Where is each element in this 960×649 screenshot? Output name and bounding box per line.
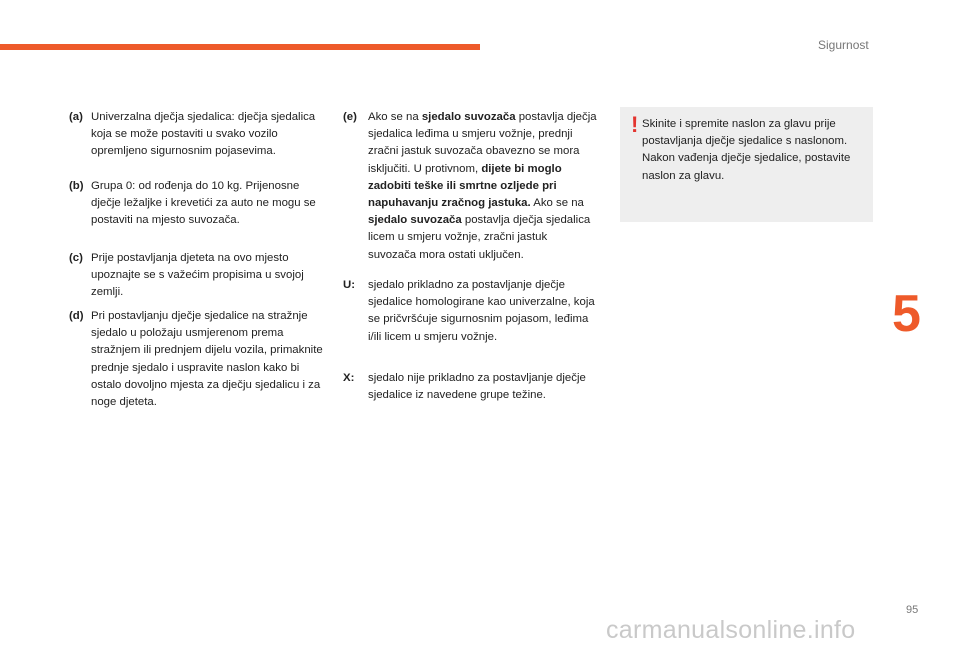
item-text: sjedalo nije prikladno za postavljanje dječje sjedalice iz navedene grupe težine. (368, 372, 586, 402)
list-item (69, 308, 331, 411)
exclamation-icon: ! (631, 112, 639, 137)
item-key: U: (343, 279, 356, 291)
item-key: (e) (343, 111, 357, 123)
list-item-airbag (343, 109, 598, 264)
item-key: (d) (69, 310, 84, 322)
text-run: postavlja dječja sjedalica leđima u smjeru vožnje, prednji zračni jastuk suvozača obavezno se mora isključiti. U protivnom, (368, 111, 597, 175)
text-run: Ako se na (530, 197, 584, 210)
item-key: (a) (69, 111, 83, 123)
item-key: X: (343, 372, 355, 384)
bold-run: sjedalo suvozača (421, 111, 516, 123)
item-text: Grupa 0: od rođenja do 10 kg. Prijenosne dječje ležaljke i krevetići za auto ne mogu se postaviti na mjesto suvozača. (91, 180, 316, 227)
warning-text: Skinite i spremite naslon za glavu prije postavljanja dječje sjedalice s naslonom. Nakon vađenja dječje sjedalice, postavite naslon za glavu. (642, 118, 851, 182)
chapter-number: 5 (892, 285, 921, 343)
bold-run: dijete bi moglo zadobiti teške ili smrtne ozljede pri napuhavanju zračnog jastuka. (368, 162, 562, 210)
list-item (69, 109, 331, 161)
watermark: carmanualsonline.info (606, 616, 856, 644)
item-text: Univerzalna dječja sjedalica: dječja sjedalica koja se može postaviti u svako vozilo opremljeno sigurnosnim pojasevima. (91, 111, 316, 158)
text-run: Ako se na (368, 111, 422, 123)
section-title: Sigurnost (818, 38, 869, 52)
page-number: 95 (906, 604, 919, 616)
warning-box (620, 107, 873, 222)
item-key: (b) (69, 180, 84, 192)
item-text: Pri postavljanju dječje sjedalice na stražnje sjedalo u položaju usmjerenom prema stražnjem ili prednjem dijelu vozila, primaknite prednje sjedalo i uspravite naslon kako bi ostalo dovoljno mjesta za dječju sjedalicu i za noge djeteta. (91, 310, 323, 409)
item-text: sjedalo prikladno za postavljanje dječje sjedalice homologirane kao univerzalne, koja se pričvršćuje sigurnosnim pojasom, leđima i/ili licem u smjeru vožnje. (368, 279, 595, 343)
header-accent-bar (0, 44, 480, 50)
text-run: postavlja dječja sjedalica licem u smjeru vožnje, zračni jastuk suvozača mora ostati uključen. (368, 214, 591, 261)
list-item (343, 277, 598, 346)
list-item (69, 178, 331, 230)
item-key: (c) (69, 252, 83, 264)
list-item (343, 370, 598, 404)
item-text: Prije postavljanja djeteta na ovo mjesto upoznajte se s važećim propisima u svojoj zemlji. (91, 252, 304, 299)
bold-run: sjedalo suvozača (368, 214, 462, 227)
item-text (368, 109, 598, 264)
list-item (69, 250, 331, 302)
